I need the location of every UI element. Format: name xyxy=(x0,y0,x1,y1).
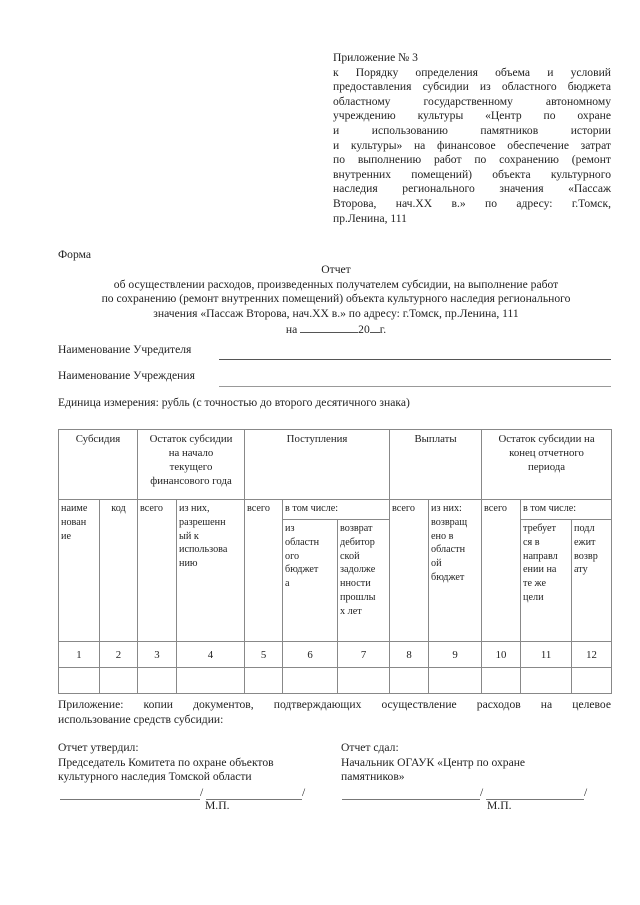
column-number: 1 xyxy=(59,642,100,668)
approved-position: культурного наследия Томской области xyxy=(58,770,252,784)
table-cell[interactable] xyxy=(245,668,283,694)
header-total-end: всего xyxy=(482,500,521,642)
table-cell[interactable] xyxy=(572,668,612,694)
header-subsidy: Субсидия xyxy=(59,430,138,500)
submitted-signature-line[interactable] xyxy=(342,799,480,800)
attachment-note: Приложение: копии документов, подтверждающих осуществление расходов на целевое использование средств субсидии: xyxy=(58,698,611,726)
header-code: код xyxy=(100,500,138,642)
header-incl-receipts: в том числе: xyxy=(283,500,390,520)
header-payments: Выплаты xyxy=(390,430,482,500)
unit-label: Единица измерения: рубль (с точностью до второго десятичного знака) xyxy=(58,396,410,409)
appendix-line: и культуры» на финансовое обеспечение затрат xyxy=(333,138,611,152)
table-cell[interactable] xyxy=(59,668,100,694)
header-required: требует ся в направл ении на те же цели xyxy=(521,520,572,642)
table-cell[interactable] xyxy=(429,668,482,694)
header-allowed: из них, разрешенн ый к использова нию xyxy=(177,500,245,642)
appendix-line: внутренних помещений) объекта культурного xyxy=(333,167,611,181)
column-number: 6 xyxy=(283,642,338,668)
submitted-block xyxy=(341,741,611,785)
header-to-return: подл ежит возвр ату xyxy=(572,520,612,642)
header-receipts: Поступления xyxy=(245,430,390,500)
header-balance-start: Остаток субсидии на начало текущего финансового года xyxy=(138,430,245,500)
appendix-title: Приложение № 3 xyxy=(333,51,418,64)
header-total-payments: всего xyxy=(390,500,429,642)
table-cell[interactable] xyxy=(177,668,245,694)
header-from-budget: из областн ого бюджет а xyxy=(283,520,338,642)
institution-field[interactable] xyxy=(219,386,611,387)
report-subtitle-line: значения «Пассаж Второва, нач.XX в.» по адресу: г.Томск, пр.Ленина, 111 xyxy=(153,306,519,320)
column-number: 10 xyxy=(482,642,521,668)
column-number: 9 xyxy=(429,642,482,668)
header-name: наиме нован ие xyxy=(59,500,100,642)
header-incl-end: в том числе: xyxy=(521,500,612,520)
column-number: 11 xyxy=(521,642,572,668)
appendix-line: пр.Ленина, 111 xyxy=(333,211,407,225)
table-row xyxy=(59,668,612,694)
column-numbers-row xyxy=(59,642,612,668)
column-number: 7 xyxy=(338,642,390,668)
report-title: Отчет xyxy=(321,263,351,276)
header-total-start: всего xyxy=(138,500,177,642)
table-cell[interactable] xyxy=(100,668,138,694)
year-blank[interactable] xyxy=(370,321,380,333)
founder-label: Наименование Учредителя xyxy=(58,343,192,356)
appendix-line: предоставления субсидии из областного бюджета xyxy=(333,80,611,94)
approved-position: Председатель Комитета по охране объектов xyxy=(58,755,274,769)
appendix-line: областному государственному автономному xyxy=(333,94,611,108)
table-cell[interactable] xyxy=(338,668,390,694)
header-total-receipts: всего xyxy=(245,500,283,642)
column-number: 3 xyxy=(138,642,177,668)
appendix-line: к Порядку определения объема и условий xyxy=(333,65,611,79)
column-number: 5 xyxy=(245,642,283,668)
column-number: 4 xyxy=(177,642,245,668)
column-number: 8 xyxy=(390,642,429,668)
appendix-block xyxy=(333,51,611,226)
report-heading xyxy=(40,263,632,338)
appendix-line: по выполнению работ по сохранению (ремонт xyxy=(333,153,611,167)
table-cell[interactable] xyxy=(138,668,177,694)
approved-stamp: М.П. xyxy=(205,799,230,812)
column-number: 12 xyxy=(572,642,612,668)
slash: / xyxy=(200,786,204,799)
table-cell[interactable] xyxy=(390,668,429,694)
table-cell[interactable] xyxy=(521,668,572,694)
submitted-position: памятников» xyxy=(341,770,405,784)
column-number: 2 xyxy=(100,642,138,668)
institution-label: Наименование Учреждения xyxy=(58,369,195,382)
approved-label: Отчет утвердил: xyxy=(58,741,139,754)
report-table xyxy=(58,429,612,694)
approved-block xyxy=(58,741,328,785)
appendix-line: наследия регионального значения «Пассаж xyxy=(333,182,611,196)
report-subtitle-line: по сохранению (ремонт внутренних помещений) объекта культурного наследия регионального xyxy=(101,292,571,306)
report-subtitle-line: об осуществлении расходов, произведенных получателем субсидии, на выполнение работ xyxy=(113,277,559,291)
header-balance-end: Остаток субсидии на конец отчетного периода xyxy=(482,430,612,500)
slash: / xyxy=(302,786,306,799)
header-debt-return: возврат дебитор ской задолже нности прошлы х лет xyxy=(338,520,390,642)
approved-signature-line[interactable] xyxy=(60,799,200,800)
slash: / xyxy=(584,786,588,799)
date-blank[interactable] xyxy=(300,321,358,333)
table-cell[interactable] xyxy=(482,668,521,694)
slash: / xyxy=(480,786,484,799)
submitted-stamp: М.П. xyxy=(487,799,512,812)
submitted-label: Отчет сдал: xyxy=(341,741,399,754)
submitted-position: Начальник ОГАУК «Центр по охране xyxy=(341,755,526,769)
appendix-line: и использованию памятников истории xyxy=(333,123,611,137)
header-returned: из них: возвращ ено в областн ой бюджет xyxy=(429,500,482,642)
appendix-line: Второва, нач.XX в.» по адресу: г.Томск, xyxy=(333,196,611,210)
founder-field[interactable] xyxy=(219,359,611,360)
table-cell[interactable] xyxy=(283,668,338,694)
appendix-line: учреждению культуры «Центр по охране xyxy=(333,109,611,123)
form-label: Форма xyxy=(58,248,91,261)
report-date: на 20 г. xyxy=(285,323,387,337)
